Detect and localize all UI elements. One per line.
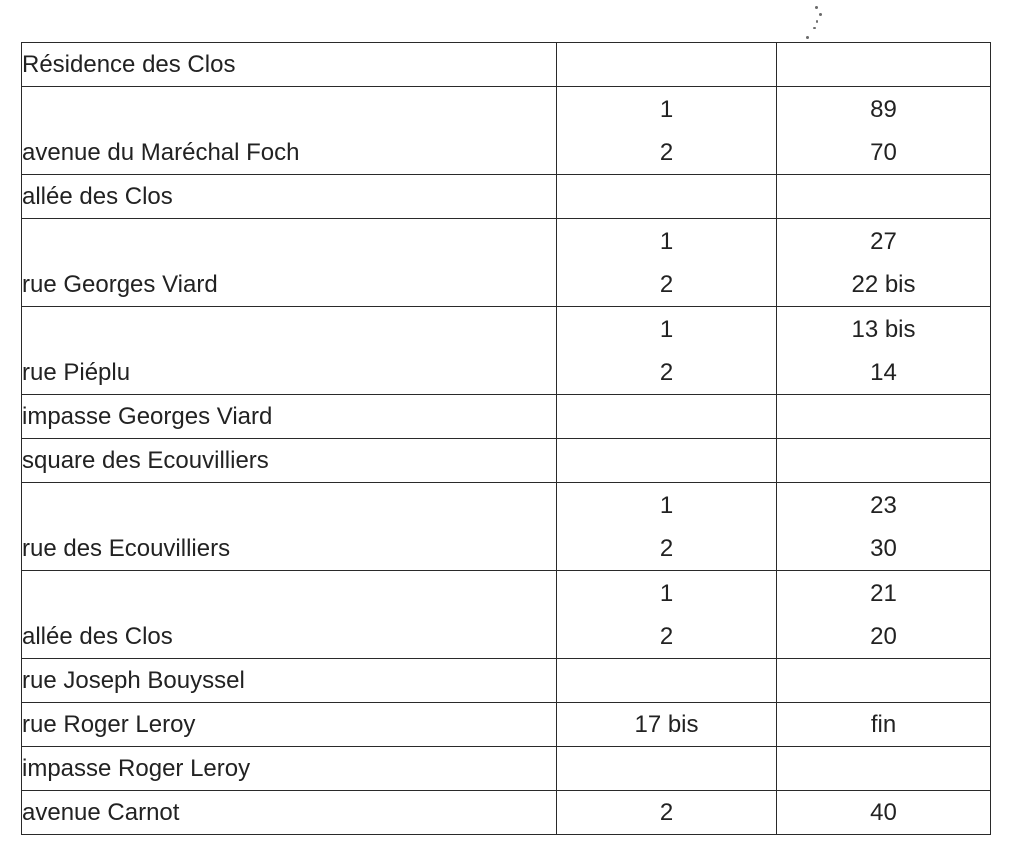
range-start-cell — [557, 175, 777, 219]
table-row — [22, 395, 991, 439]
range-start-value: 2 — [659, 271, 674, 298]
range-end-cell — [777, 659, 991, 703]
street-name: rue Joseph Bouyssel — [22, 667, 245, 694]
range-end-value: 21 — [870, 580, 897, 607]
range-start-cell — [557, 87, 777, 175]
range-start-cell — [557, 703, 777, 747]
range-start-value: 2 — [659, 799, 674, 826]
range-start-value: 2 — [659, 535, 674, 562]
range-end-cell — [777, 87, 991, 175]
range-end-cell — [777, 175, 991, 219]
scan-speck — [816, 20, 818, 23]
range-end-cell — [777, 395, 991, 439]
table-row — [22, 483, 991, 571]
street-name-cell — [22, 395, 557, 439]
street-table — [21, 42, 991, 835]
range-end-cell — [777, 219, 991, 307]
range-start-cell — [557, 395, 777, 439]
range-start-cell — [557, 43, 777, 87]
street-name-cell — [22, 791, 557, 835]
range-start-cell — [557, 219, 777, 307]
street-name: rue Georges Viard — [22, 271, 218, 298]
street-name-cell — [22, 43, 557, 87]
range-start-value: 2 — [659, 139, 674, 166]
table-row — [22, 747, 991, 791]
range-start-value: 1 — [659, 96, 674, 123]
range-end-value: 40 — [870, 799, 897, 826]
range-end-value: 70 — [870, 139, 897, 166]
street-name-cell — [22, 747, 557, 791]
range-end-value: 22 bis — [851, 271, 916, 298]
street-name: impasse Roger Leroy — [22, 755, 251, 782]
table-row — [22, 571, 991, 659]
range-start-value: 1 — [659, 492, 674, 519]
table-row — [22, 703, 991, 747]
street-name-cell — [22, 87, 557, 175]
street-name-cell — [22, 175, 557, 219]
range-end-cell — [777, 703, 991, 747]
street-name-cell — [22, 659, 557, 703]
street-name: allée des Clos — [22, 183, 173, 210]
range-end-value: 89 — [870, 96, 897, 123]
street-table-body — [22, 43, 991, 835]
range-start-value: 17 bis — [634, 711, 699, 738]
range-start-value: 2 — [659, 359, 674, 386]
range-end-value: 20 — [870, 623, 897, 650]
table-row — [22, 175, 991, 219]
range-start-value: 1 — [659, 580, 674, 607]
range-end-value: 30 — [870, 535, 897, 562]
range-start-cell — [557, 659, 777, 703]
table-row — [22, 307, 991, 395]
street-name-cell — [22, 571, 557, 659]
table-row — [22, 439, 991, 483]
scan-speck — [815, 6, 818, 9]
table-row — [22, 87, 991, 175]
range-end-cell — [777, 791, 991, 835]
table-row — [22, 659, 991, 703]
street-name-cell — [22, 307, 557, 395]
street-name-cell — [22, 219, 557, 307]
table-row — [22, 219, 991, 307]
street-name: avenue Carnot — [22, 799, 180, 826]
range-end-cell — [777, 747, 991, 791]
scan-speck — [806, 36, 809, 39]
street-name-cell — [22, 703, 557, 747]
range-end-cell — [777, 307, 991, 395]
range-end-value: 13 bis — [851, 316, 916, 343]
street-name: rue des Ecouvilliers — [22, 535, 231, 562]
range-start-value: 1 — [659, 228, 674, 255]
table-row — [22, 791, 991, 835]
range-end-value: 23 — [870, 492, 897, 519]
range-start-cell — [557, 439, 777, 483]
range-end-value: fin — [870, 711, 897, 738]
range-end-cell — [777, 439, 991, 483]
street-name: square des Ecouvilliers — [22, 447, 269, 474]
range-end-cell — [777, 43, 991, 87]
range-end-cell — [777, 571, 991, 659]
range-start-value: 2 — [659, 623, 674, 650]
range-start-cell — [557, 747, 777, 791]
range-end-cell — [777, 483, 991, 571]
street-name-cell — [22, 483, 557, 571]
street-name: rue Roger Leroy — [22, 711, 196, 738]
street-name-cell — [22, 439, 557, 483]
street-name: Résidence des Clos — [22, 51, 236, 78]
range-end-value: 27 — [870, 228, 897, 255]
scan-speck — [819, 13, 822, 16]
street-name: allée des Clos — [22, 623, 173, 650]
street-name: rue Piéplu — [22, 359, 131, 386]
range-start-cell — [557, 307, 777, 395]
range-start-cell — [557, 791, 777, 835]
street-name: impasse Georges Viard — [22, 403, 273, 430]
table-row — [22, 43, 991, 87]
range-end-value: 14 — [870, 359, 897, 386]
street-name: avenue du Maréchal Foch — [22, 139, 300, 166]
range-start-cell — [557, 483, 777, 571]
range-start-cell — [557, 571, 777, 659]
scan-speck — [813, 27, 816, 29]
range-start-value: 1 — [659, 316, 674, 343]
